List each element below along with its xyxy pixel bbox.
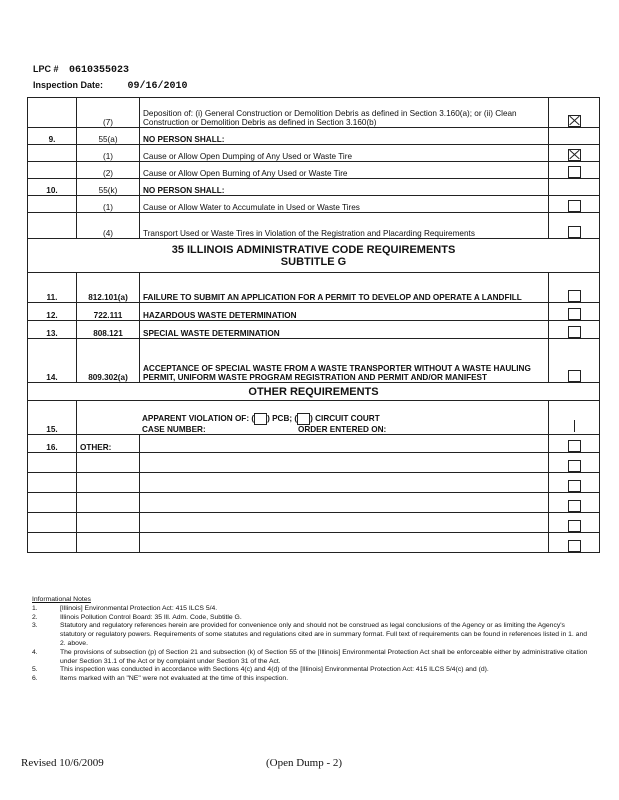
table-row: [28, 339, 600, 383]
revised-date: Revised 10/6/2009: [21, 757, 104, 769]
pcb-checkbox[interactable]: [254, 413, 267, 425]
citation: 809.302(a): [77, 339, 140, 383]
table-row: [28, 321, 600, 339]
note-item: 5. This inspection was conducted in accordance with Sections 4(c) and 4(d) of the [Illinois] Environmental Protection Act: 415 ILCS 5/4(c) and (d).: [32, 666, 489, 674]
requirement-text: Cause or Allow Water to Accumulate in Used or Waste Tires: [140, 196, 549, 213]
requirement-text: NO PERSON SHALL:: [140, 179, 549, 196]
table-row: [28, 453, 600, 473]
citation: (4): [77, 213, 140, 239]
case-number-label: CASE NUMBER:: [142, 425, 206, 434]
notes-title: Informational Notes: [32, 596, 91, 603]
citation: (1): [77, 145, 140, 162]
requirement-text: SPECIAL WASTE DETERMINATION: [140, 321, 549, 339]
page-label: (Open Dump - 2): [266, 757, 343, 769]
table-row: [28, 128, 600, 145]
inspection-date-value: 09/16/2010: [127, 81, 188, 92]
table-row: [28, 273, 600, 303]
inspection-date-label: Inspection Date:: [33, 80, 104, 90]
checkbox[interactable]: [568, 166, 581, 178]
checkbox[interactable]: [568, 460, 581, 472]
citation: (1): [77, 196, 140, 213]
section-title-other: OTHER REQUIREMENTS: [28, 383, 600, 401]
table-row: 15. APPARENT VIOLATION OF: ( ) PCB; ( ) CIRCUIT COURT CASE NUMBER: ORDER ENTERED ON:: [28, 401, 600, 435]
item-number: 15.: [28, 401, 77, 435]
requirements-table: [27, 97, 600, 553]
citation: 812.101(a): [77, 273, 140, 303]
checkbox[interactable]: [568, 290, 581, 302]
requirement-text: Transport Used or Waste Tires in Violation of the Registration and Placarding Requirements: [140, 213, 549, 239]
table-row: [28, 303, 600, 321]
requirement-text: FAILURE TO SUBMIT AN APPLICATION FOR A PERMIT TO DEVELOP AND OPERATE A LANDFILL: [140, 273, 549, 303]
item-number: 13.: [28, 321, 77, 339]
requirement-text: ACCEPTANCE OF SPECIAL WASTE FROM A WASTE TRANSPORTER WITHOUT A WASTE HAULING PERMIT, UNIFORM WASTE PROGRAM REGISTRATION AND PERMIT AND/OR MANIFEST: [140, 339, 549, 383]
table-row: [28, 213, 600, 239]
citation: (2): [77, 162, 140, 179]
lpc-number: [33, 64, 129, 76]
checkbox-checked[interactable]: [568, 149, 581, 161]
requirement-text: Deposition of: (i) General Construction or Demolition Debris as defined in Section 3.160(a); or (ii) Clean Construction or Demolition Debris as defined in Section 3.160(b): [140, 98, 549, 128]
table-row: [28, 162, 600, 179]
item-number: 12.: [28, 303, 77, 321]
citation: 808.121: [77, 321, 140, 339]
requirement-text: Cause or Allow Open Dumping of Any Used or Waste Tire: [140, 145, 549, 162]
circuit-court-checkbox[interactable]: [297, 413, 310, 425]
checkbox[interactable]: [568, 226, 581, 238]
checkbox[interactable]: [568, 308, 581, 320]
checkbox[interactable]: [568, 440, 581, 452]
requirement-text: Cause or Allow Open Burning of Any Used or Waste Tire: [140, 162, 549, 179]
circuit-court-label: CIRCUIT COURT: [315, 414, 380, 424]
citation: 55(k): [77, 179, 140, 196]
table-row: [28, 533, 600, 553]
checkbox[interactable]: [574, 420, 575, 432]
checkbox-checked[interactable]: [568, 115, 581, 127]
pcb-label: PCB;: [272, 414, 293, 424]
section-header: [28, 383, 600, 401]
table-row: [28, 435, 600, 453]
item-number: 16.: [28, 435, 77, 453]
checkbox[interactable]: [568, 370, 581, 382]
section-title-line2: SUBTITLE G: [280, 255, 347, 268]
section-header: [28, 239, 600, 273]
other-label: OTHER:: [77, 435, 140, 453]
checkbox[interactable]: [568, 500, 581, 512]
item-number: 9.: [28, 128, 77, 145]
checkbox[interactable]: [568, 520, 581, 532]
lpc-label: LPC #: [33, 64, 59, 74]
checkbox[interactable]: [568, 540, 581, 552]
table-row: [28, 513, 600, 533]
requirement-text: NO PERSON SHALL:: [140, 128, 549, 145]
citation: 55(a): [77, 128, 140, 145]
checkbox[interactable]: [568, 200, 581, 212]
informational-notes: [32, 596, 592, 684]
section-title-line1: 35 ILLINOIS ADMINISTRATIVE CODE REQUIREMENTS: [171, 243, 456, 256]
apparent-violation-label: APPARENT VIOLATION OF:: [142, 414, 250, 424]
checkbox[interactable]: [568, 326, 581, 338]
requirement-text: HAZARDOUS WASTE DETERMINATION: [140, 303, 549, 321]
table-row: [28, 473, 600, 493]
table-row: [28, 98, 600, 128]
note-item: 6. Items marked with an "NE" were not evaluated at the time of this inspection.: [32, 675, 289, 683]
table-row: [28, 179, 600, 196]
order-entered-label: ORDER ENTERED ON:: [297, 425, 387, 434]
table-row: [28, 493, 600, 513]
note-item: 1. [Illinois] Environmental Protection Act: 415 ILCS 5/4.: [32, 604, 218, 612]
note-item: 3. Statutory and regulatory references herein are provided for convenience only and should not be construed as legal conclusions of the Agency or as limiting the Agency's statutory or regulatory powers. Requirements of some statutes and regulations cited are in summary format. Full text of requirements can be found in references listed in 1. and 2. above.: [32, 622, 588, 647]
lpc-value: 0610355023: [69, 65, 130, 76]
citation: 722.111: [77, 303, 140, 321]
item-number: 14.: [28, 339, 77, 383]
table-row: [28, 196, 600, 213]
checkbox[interactable]: [568, 480, 581, 492]
citation: (7): [77, 98, 140, 128]
note-item: 4. The provisions of subsection (p) of Section 21 and subsection (k) of Section 55 of the [Illinois] Environmental Protection Act shall be enforceable either by administrative citation under Section 31.1 of the Act or by complaint under Section 31 of the Act.: [32, 648, 588, 665]
note-item: 2. Illinois Pollution Control Board: 35 Ill. Adm. Code, Subtitle G.: [32, 613, 242, 621]
item-number: 10.: [28, 179, 77, 196]
table-row: [28, 145, 600, 162]
inspection-date: [33, 80, 188, 92]
item-number: 11.: [28, 273, 77, 303]
